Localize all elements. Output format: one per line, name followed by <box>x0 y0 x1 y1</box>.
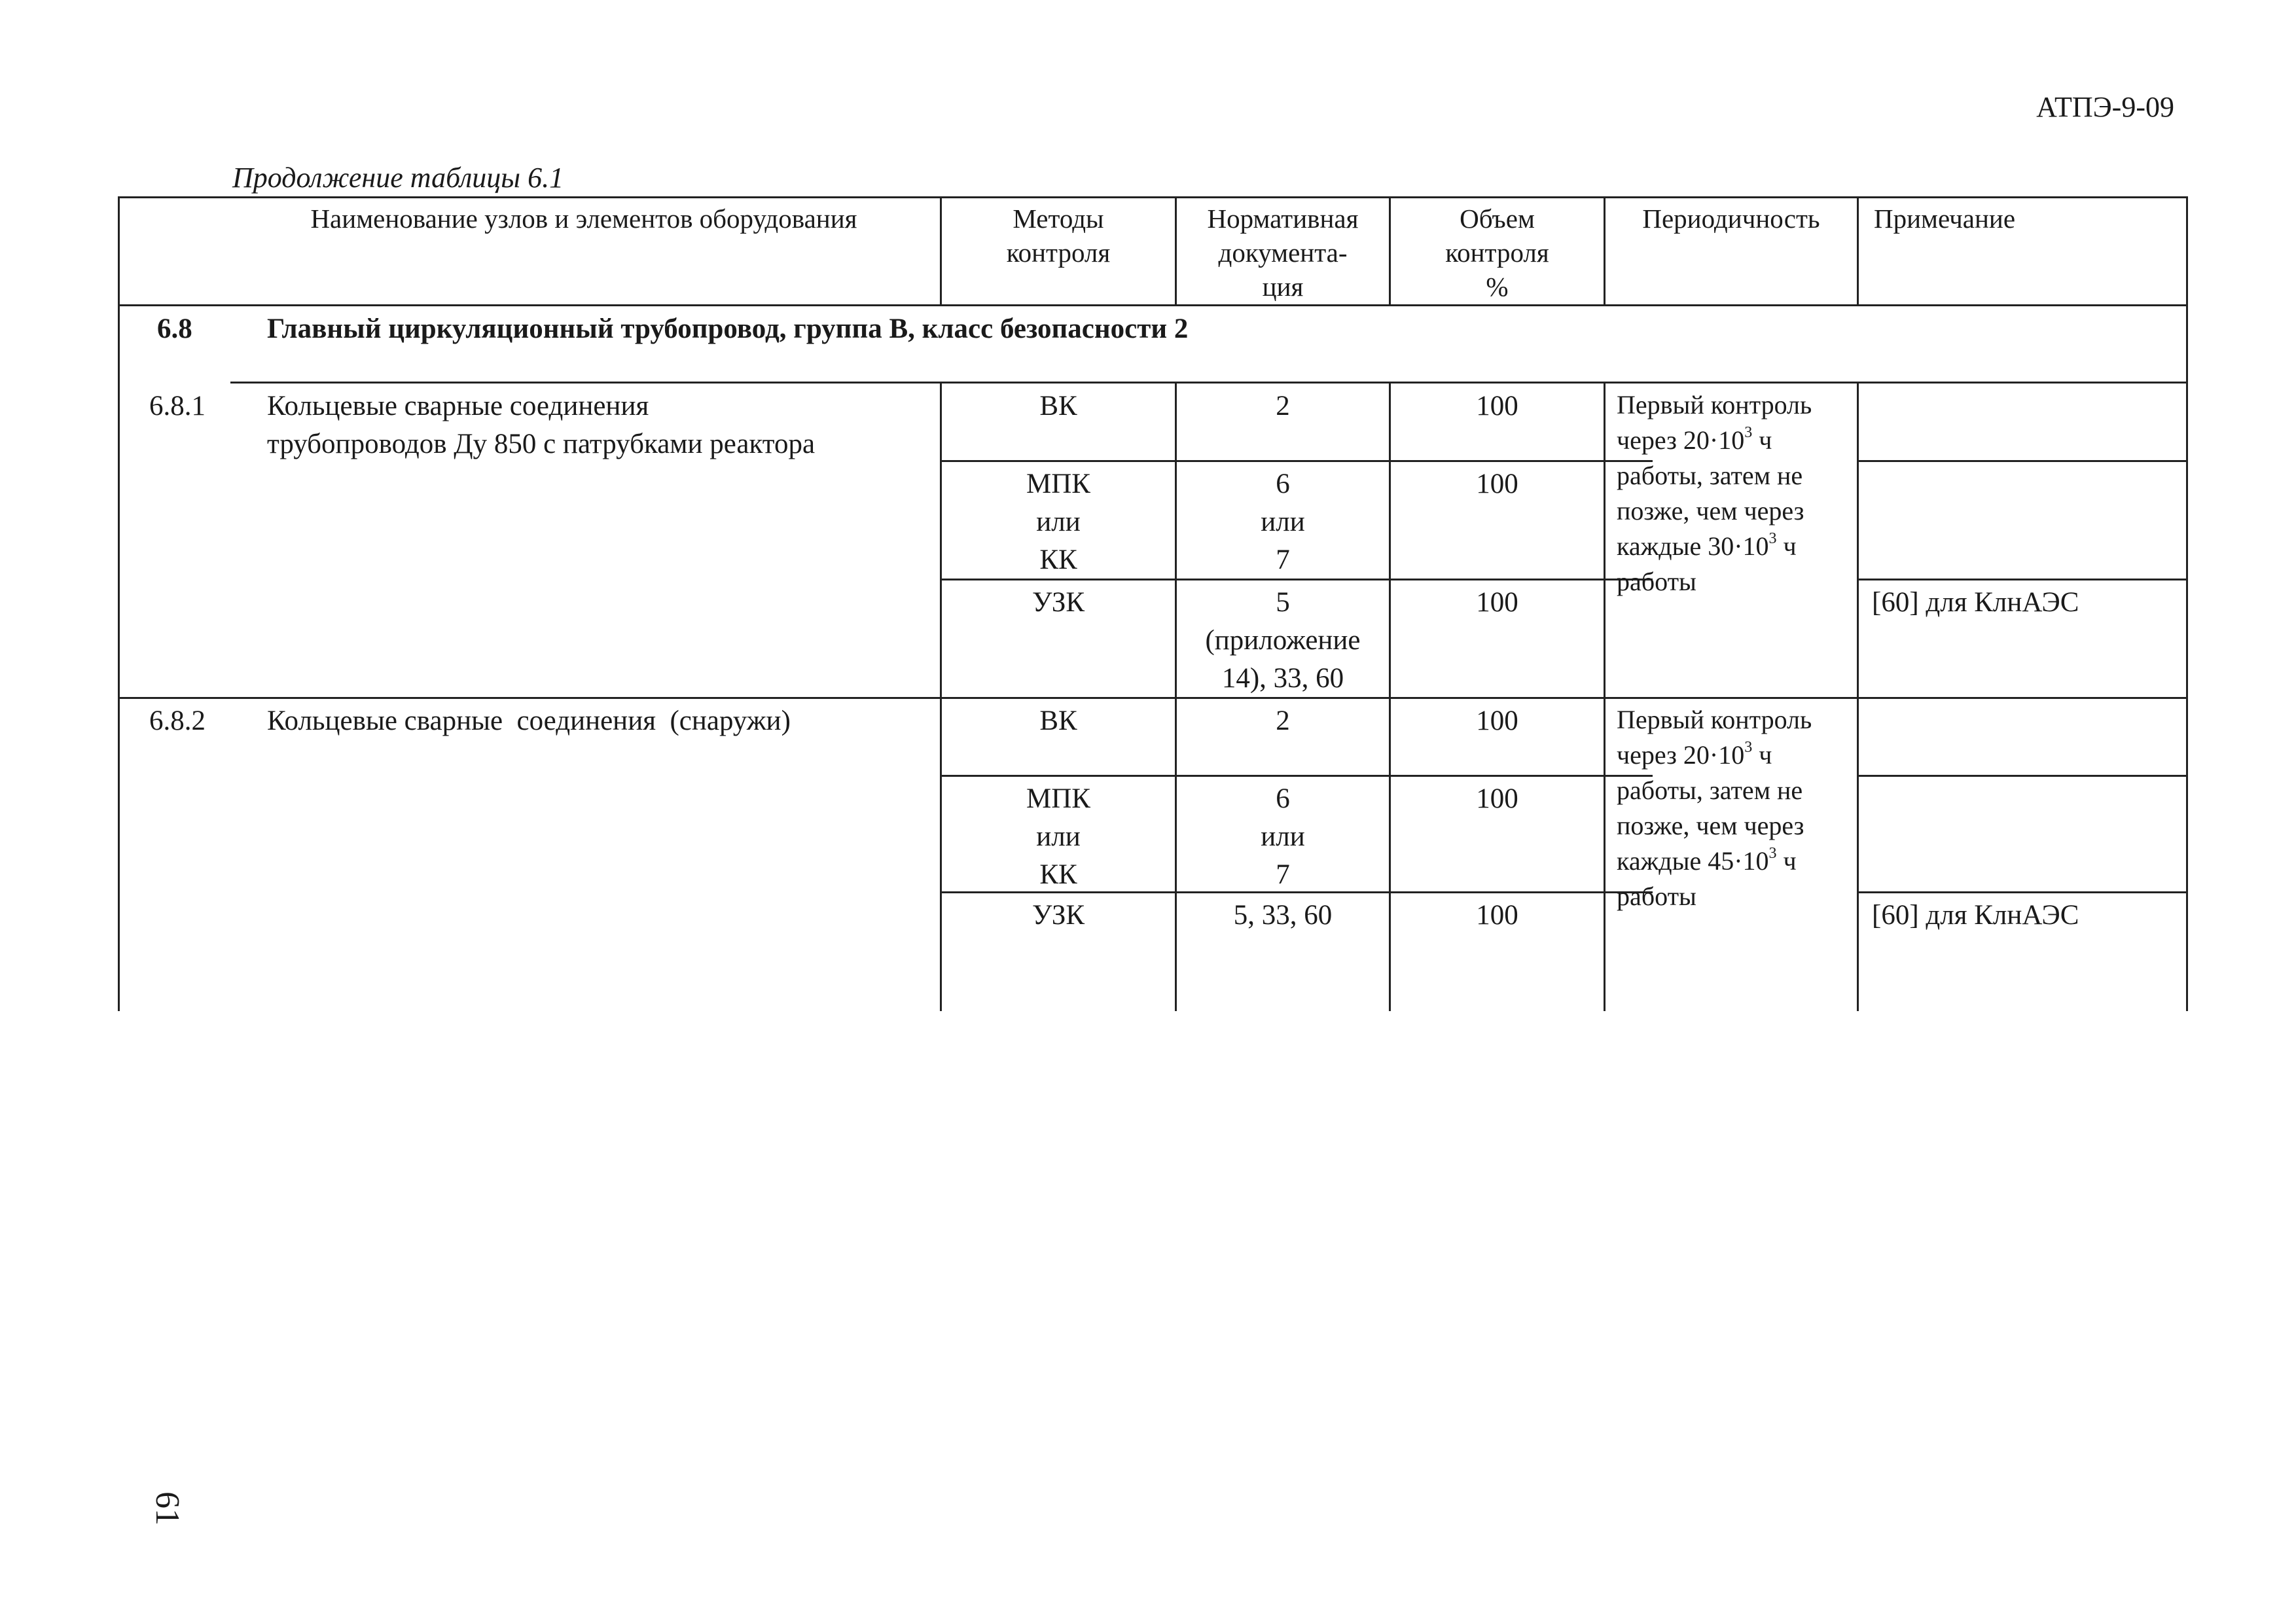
rule-row-a <box>940 460 1653 462</box>
rule-col-period <box>1604 382 1605 1011</box>
item-name: Кольцевые сварные соединения (снаружи) <box>267 705 791 736</box>
volume-cell: 100 <box>1476 705 1518 736</box>
item-number: 6.8.1 <box>149 391 206 421</box>
rule-note-c <box>1857 775 2188 777</box>
rule-col-note-head <box>1857 196 1859 305</box>
rule-col-note <box>1857 382 1859 1011</box>
method-cell: МПК или КК <box>1026 469 1090 575</box>
normdoc-cell: 5 (приложение 14), 33, 60 <box>1205 587 1361 694</box>
inspection-table <box>118 196 2188 1011</box>
header-volume: Объем контроля % <box>1445 204 1549 302</box>
header-note: Примечание <box>1874 204 2016 234</box>
rule-row-c <box>940 775 1653 777</box>
header-name: Наименование узлов и элементов оборудования <box>310 204 857 234</box>
item-name: Кольцевые сварные соединения трубопроводов Ду 850 с патрубками реактора <box>267 391 816 459</box>
volume-cell: 100 <box>1476 391 1518 421</box>
periodicity-cell: Первый контроль через $20\cdot 10^3$ ч работы, затем не позже, чем через каждые $45\cdot 10^3$ ч работы <box>1617 705 1812 911</box>
rule-right <box>2186 196 2188 1011</box>
note-cell: [60] для КлнАЭС <box>1872 900 2079 931</box>
rule-note-b <box>1857 579 2188 580</box>
header-methods: Методы контроля <box>1006 204 1111 268</box>
method-cell: ВК <box>1039 391 1077 421</box>
normdoc-cell: 2 <box>1276 391 1290 421</box>
rule-note-a <box>1857 460 2188 462</box>
normdoc-cell: 5, 33, 60 <box>1233 900 1333 931</box>
rule-header-bottom <box>118 304 2188 306</box>
header-normdoc: Нормативная документа- ция <box>1207 204 1359 302</box>
normdoc-cell: 6 или 7 <box>1261 783 1305 890</box>
periodicity-cell: Первый контроль через $20\cdot 10^3$ ч работы, затем не позже, чем через каждые $30\cdot 10^3$ ч работы <box>1617 390 1812 596</box>
volume-cell: 100 <box>1476 900 1518 931</box>
method-cell: МПК или КК <box>1026 783 1090 890</box>
document-code: АТПЭ-9-09 <box>2036 91 2174 123</box>
header-period: Периодичность <box>1642 204 1820 234</box>
volume-cell: 100 <box>1476 783 1518 814</box>
page-number: 61 <box>149 1491 186 1525</box>
normdoc-cell: 6 или 7 <box>1261 469 1305 575</box>
rule-section-bottom <box>230 382 2188 383</box>
rule-left <box>118 196 120 1011</box>
item-number: 6.8.2 <box>149 705 206 736</box>
rule-item-split <box>118 697 2188 699</box>
rule-top <box>118 196 2188 198</box>
volume-cell: 100 <box>1476 469 1518 499</box>
table-caption: Продолжение таблицы 6.1 <box>232 162 564 194</box>
method-cell: ВК <box>1039 705 1077 736</box>
section-number: 6.8 <box>157 313 192 344</box>
section-title: Главный циркуляционный трубопровод, группа В, класс безопасности 2 <box>267 313 1189 344</box>
note-cell: [60] для КлнАЭС <box>1872 587 2079 618</box>
method-cell: УЗК <box>1031 900 1085 931</box>
volume-cell: 100 <box>1476 587 1518 618</box>
rule-note-d <box>1857 891 2188 893</box>
method-cell: УЗК <box>1031 587 1085 618</box>
normdoc-cell: 2 <box>1276 705 1290 736</box>
